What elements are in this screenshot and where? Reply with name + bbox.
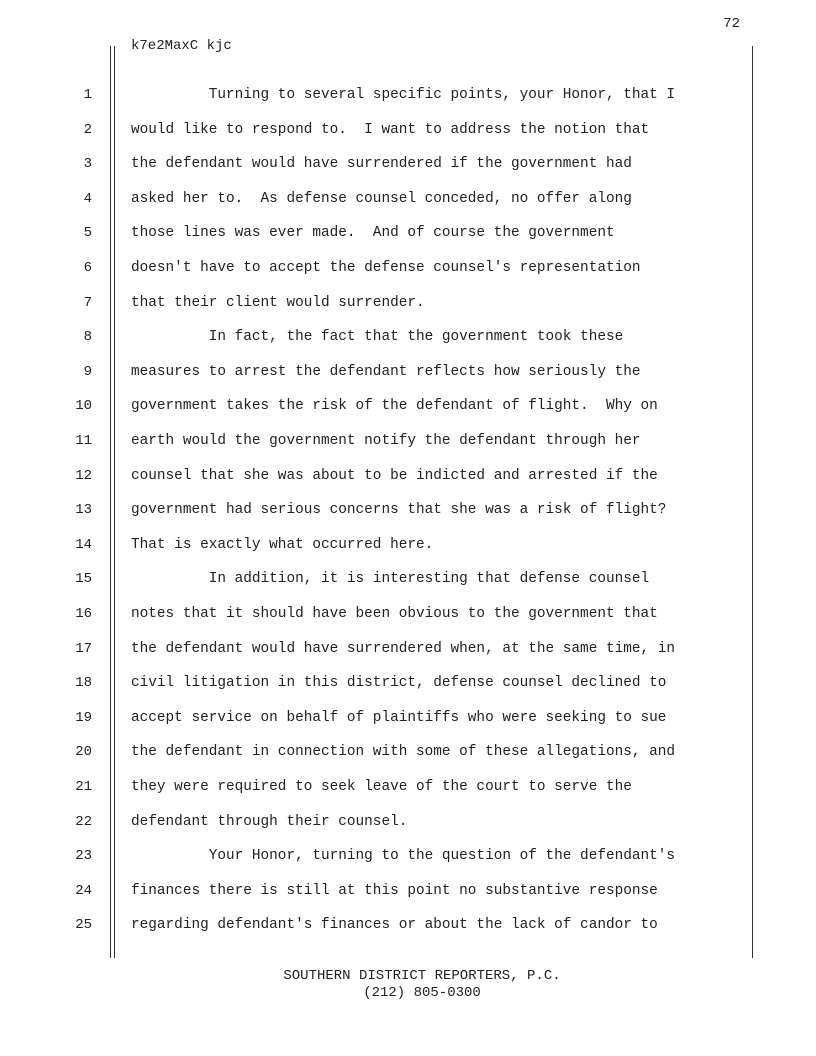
transcript-line: regarding defendant's finances or about the lack of candor to: [131, 917, 658, 933]
line-number: 6: [83, 260, 92, 276]
transcript-line: accept service on behalf of plaintiffs who were seeking to sue: [131, 710, 667, 726]
line-number: 10: [75, 398, 92, 414]
line-number: 22: [75, 814, 92, 830]
line-number: 16: [75, 606, 92, 622]
line-number: 3: [83, 156, 92, 172]
transcript-line: notes that it should have been obvious to the government that: [131, 606, 658, 622]
line-number: 2: [83, 122, 92, 138]
transcript-line: defendant through their counsel.: [131, 814, 408, 830]
transcript-line: Turning to several specific points, your Honor, that I: [131, 87, 676, 103]
transcript-line: the defendant would have surrendered when, at the same time, in: [131, 641, 676, 657]
line-number: 19: [75, 710, 92, 726]
footer-phone: (212) 805-0300: [363, 985, 481, 1001]
line-number: 12: [75, 468, 92, 484]
line-number: 1: [83, 87, 92, 103]
transcript-line: counsel that she was about to be indicted and arrested if the: [131, 468, 658, 484]
transcript-line: doesn't have to accept the defense counsel's representation: [131, 260, 641, 276]
line-number: 18: [75, 675, 92, 691]
left-margin-rule-inner: [114, 46, 115, 958]
line-number: 7: [83, 295, 92, 311]
line-number: 9: [83, 364, 92, 380]
transcript-line: Your Honor, turning to the question of the defendant's: [131, 848, 676, 864]
transcript-line: the defendant would have surrendered if the government had: [131, 156, 632, 172]
transcript-line: measures to arrest the defendant reflects how seriously the: [131, 364, 641, 380]
line-number: 4: [83, 191, 92, 207]
transcript-line: they were required to seek leave of the court to serve the: [131, 779, 632, 795]
transcript-line: That is exactly what occurred here.: [131, 537, 434, 553]
line-number: 20: [75, 744, 92, 760]
line-number: 24: [75, 883, 92, 899]
footer: [0, 968, 816, 1002]
line-number: 14: [75, 537, 92, 553]
line-number: 8: [83, 329, 92, 345]
transcript-line: government takes the risk of the defendant of flight. Why on: [131, 398, 658, 414]
line-number: 21: [75, 779, 92, 795]
transcript-line: government had serious concerns that she was a risk of flight?: [131, 502, 667, 518]
transcript-line: that their client would surrender.: [131, 295, 425, 311]
transcript-line: asked her to. As defense counsel conceded, no offer along: [131, 191, 632, 207]
page-number: 72: [723, 16, 740, 32]
footer-reporter-name: SOUTHERN DISTRICT REPORTERS, P.C.: [283, 968, 561, 984]
line-number: 5: [83, 225, 92, 241]
line-number: 25: [75, 917, 92, 933]
line-number: 17: [75, 641, 92, 657]
line-number: 13: [75, 502, 92, 518]
line-number: 15: [75, 571, 92, 587]
transcript-line: the defendant in connection with some of these allegations, and: [131, 744, 676, 760]
transcript-line: those lines was ever made. And of course the government: [131, 225, 615, 241]
transcript-line: earth would the government notify the defendant through her: [131, 433, 641, 449]
header-code: k7e2MaxC kjc: [131, 38, 232, 54]
transcript-line: civil litigation in this district, defense counsel declined to: [131, 675, 667, 691]
right-margin-rule: [752, 46, 753, 958]
line-number: 23: [75, 848, 92, 864]
line-number: 11: [75, 433, 92, 449]
left-margin-rule: [110, 46, 111, 958]
transcript-line: In addition, it is interesting that defense counsel: [131, 571, 650, 587]
transcript-line: finances there is still at this point no substantive response: [131, 883, 658, 899]
transcript-line: In fact, the fact that the government took these: [131, 329, 624, 345]
transcript-line: would like to respond to. I want to address the notion that: [131, 122, 650, 138]
